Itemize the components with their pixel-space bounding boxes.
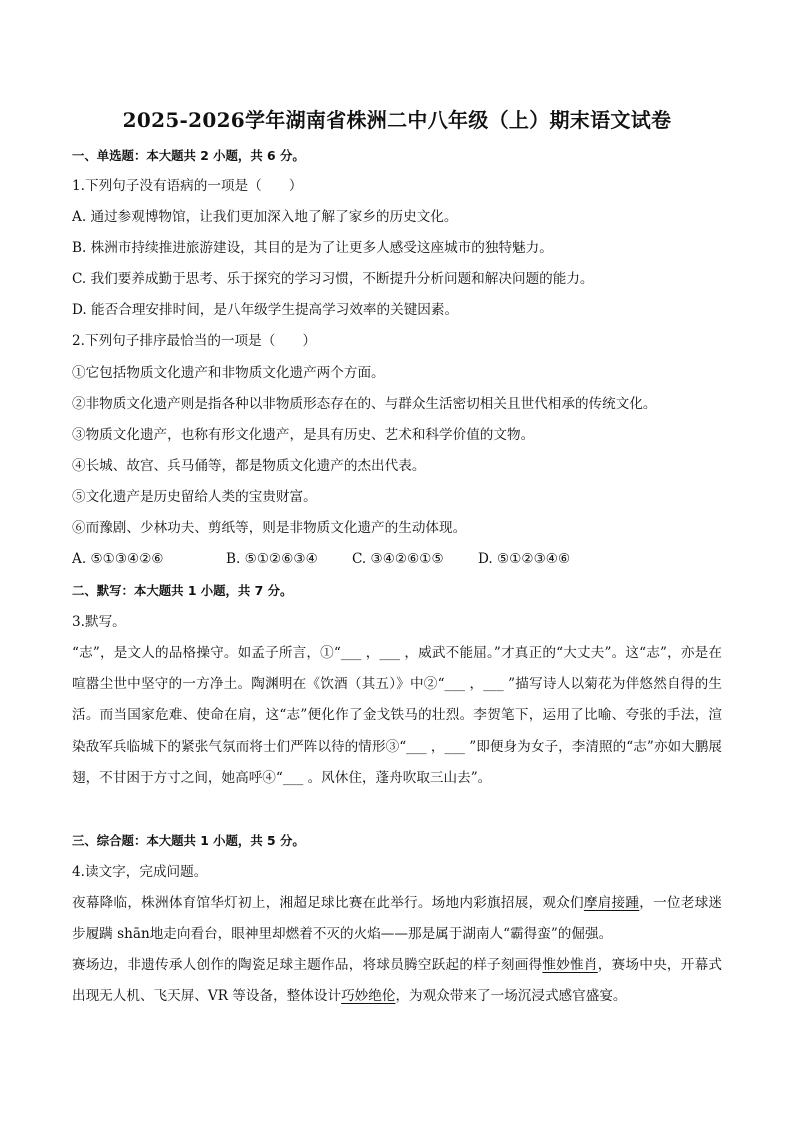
q4-p2-underlined-1: 惟妙惟肖 bbox=[542, 957, 598, 973]
q4-stem: 4.读文字，完成问题。 bbox=[72, 864, 208, 880]
q3-stem: 3.默写。 bbox=[72, 614, 126, 630]
q1-option-a: A. 通过参观博物馆，让我们更加深入地了解了家乡的历史文化。 bbox=[72, 209, 458, 225]
q1-option-c: C. 我们要养成勤于思考、乐于探究的学习习惯，不断提升分析问题和解决问题的能力。 bbox=[72, 271, 594, 287]
q1-stem: 1.下列句子没有语病的一项是（ ） bbox=[72, 178, 303, 194]
q4-paragraph-1 bbox=[72, 888, 722, 950]
q4-p1-text-b: ，一位老球迷步履蹒 shān地走向看台，眼神里却燃着不灭的火焰——那是属于湖南人“霸得蛮”的倔强。 bbox=[72, 895, 723, 943]
q4-paragraph-2 bbox=[72, 950, 722, 1012]
exam-title: 2025-2026学年湖南省株洲二中八年级（上）期末语文试卷 bbox=[122, 108, 672, 132]
q2-option-c: C. ③④②⑥①⑤ bbox=[352, 551, 444, 567]
q2-sentence-1: ①它包括物质文化遗产和非物质文化遗产两个方面。 bbox=[72, 365, 385, 381]
q2-sentence-6: ⑥而豫剧、少林功夫、剪纸等，则是非物质文化遗产的生动体现。 bbox=[72, 520, 467, 536]
q2-stem: 2.下列句子排序最恰当的一项是（ ） bbox=[72, 333, 317, 349]
section-heading-3: 三、综合题：本大题共 1 小题，共 5 分。 bbox=[72, 833, 305, 848]
q1-option-d: D. 能否合理安排时间，是八年级学生提高学习效率的关键因素。 bbox=[72, 302, 459, 318]
q4-p2-text-a: 赛场边，非遗传承人创作的陶瓷足球主题作品，将球员腾空跃起的样子刻画得 bbox=[72, 957, 543, 973]
q2-sentence-2: ②非物质文化遗产则是指各种以非物质形态存在的、与群众生活密切相关且世代相承的传统文化。 bbox=[72, 396, 657, 412]
q4-p2-text-c: ，为观众带来了一场沉浸式感官盛宴。 bbox=[395, 988, 627, 1005]
q2-option-d: D. ⑤①②③④⑥ bbox=[478, 551, 571, 567]
q2-sentence-4: ④长城、故宫、兵马俑等，都是物质文化遗产的杰出代表。 bbox=[72, 458, 426, 474]
q3-paragraph: “志”，是文人的品格操守。如孟子所言，①“___ ，___ ，威武不能屈。”才真正的“大丈夫”。这“志”，亦是在喧嚣尘世中坚守的一方净土。陶渊明在《饮酒（其五）》中②“___ ，___ ”描写诗人以菊花为伴悠然自得的生活。而当国家危难、使命在肩，这“志”便化作了金戈铁马的壮烈。李贺笔下，运用了比喻、夸张的手法，渲染敌军兵临城下的紧张气氛而将士们严阵以待的情形③“___ ，___ ”即便身为女子，李清照的“志”亦如大鹏展翅，不甘困于方寸之间，她高呼④“___ 。风休住，蓬舟吹取三山去”。 bbox=[72, 645, 722, 786]
q4-p1-text-a: 夜幕降临，株洲体育馆华灯初上，湘超足球比赛在此举行。场地内彩旗招展，观众们 bbox=[72, 895, 584, 911]
q1-option-b: B. 株洲市持续推进旅游建设，其目的是为了让更多人感受这座城市的独特魅力。 bbox=[72, 240, 553, 256]
q2-sentence-3: ③物质文化遗产，也称有形文化遗产，是具有历史、艺术和科学价值的文物。 bbox=[72, 427, 535, 443]
q4-p2-underlined-2: 巧妙绝伦 bbox=[341, 988, 396, 1005]
q2-option-b: B. ⑤①②⑥③④ bbox=[226, 551, 318, 567]
q4-p2-text-b: ，赛场中央，开幕式出现无人机、飞天屏、VR 等设备，整体设计 bbox=[72, 957, 723, 1005]
q4-p1-underlined: 摩肩接踵 bbox=[583, 895, 640, 911]
q2-sentence-5: ⑤文化遗产是历史留给人类的宝贵财富。 bbox=[72, 489, 317, 505]
q2-option-a: A. ⑤①③④②⑥ bbox=[72, 551, 164, 567]
section-heading-2: 二、默写：本大题共 1 小题，共 7 分。 bbox=[72, 583, 293, 598]
section-heading-1: 一、单选题：本大题共 2 小题，共 6 分。 bbox=[72, 148, 305, 163]
